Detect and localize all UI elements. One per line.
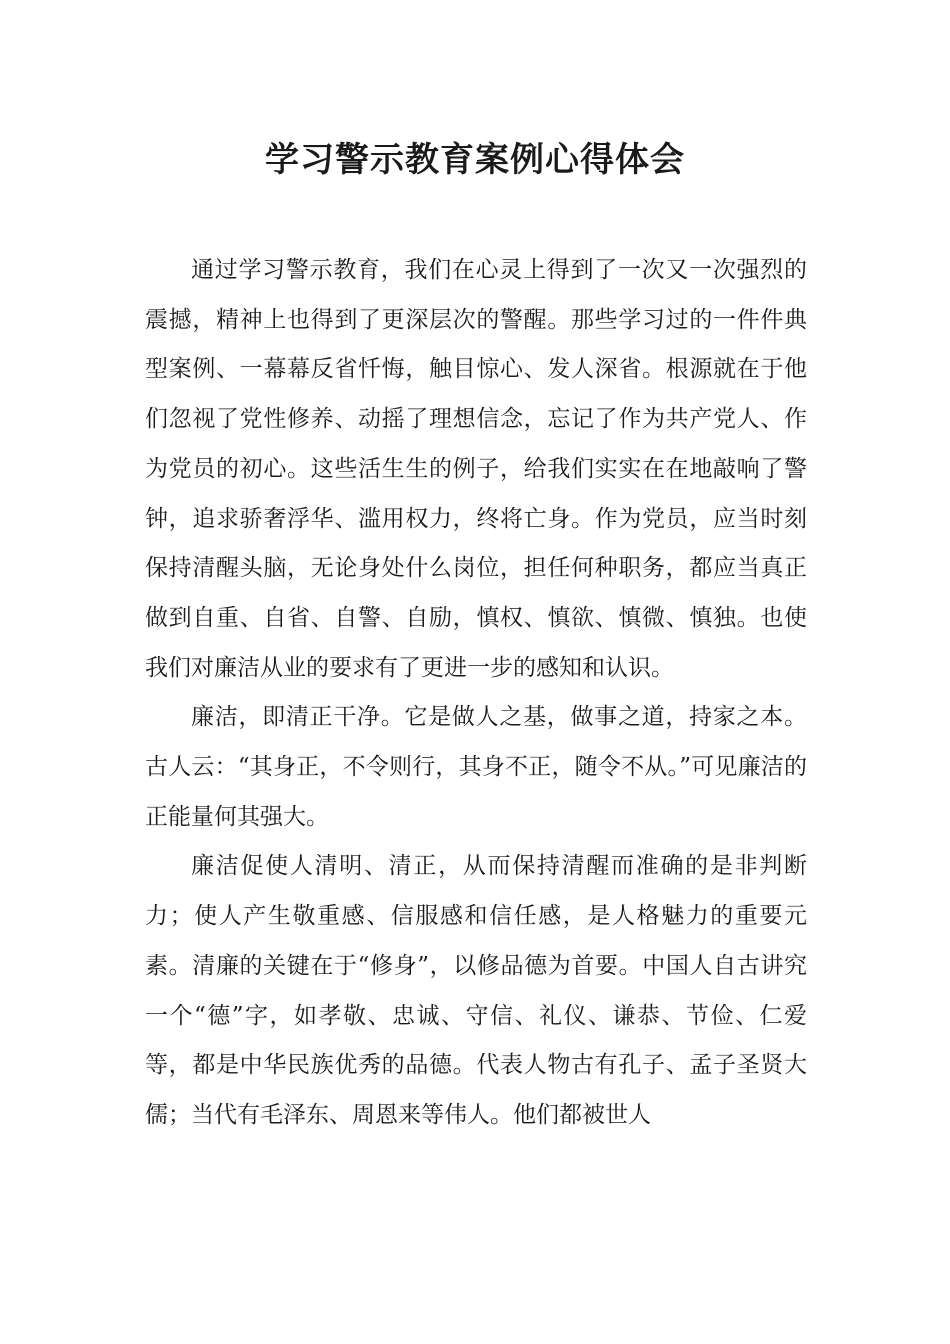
- paragraph-3: 廉洁促使人清明、清正，从而保持清醒而准确的是非判断力；使人产生敬重感、信服感和信任感，是人格魅力的重要元素。清廉的关键在于“修身”，以修品德为首要。中国人自古讲究一个“德”字，如孝敬、忠诚、守信、礼仪、谦恭、节俭、仁爱等，都是中华民族优秀的品德。代表人物古有孔子、孟子圣贤大儒；当代有毛泽东、周恩来等伟人。他们都被世人: [145, 853, 807, 1128]
- paragraph-1: 通过学习警示教育，我们在心灵上得到了一次又一次强烈的震撼，精神上也得到了更深层次的警醒。那些学习过的一件件典型案例、一幕幕反省忏悔，触目惊心、发人深省。根源就在于他们忽视了党性修养、动摇了理想信念，忘记了作为共产党人、作为党员的初心。这些活生生的例子，给我们实实在在地敲响了警钟，追求骄奢浮华、滥用权力，终将亡身。作为党员，应当时刻保持清醒头脑，无论身处什么岗位，担任何种职务，都应当真正做到自重、自省、自警、自励，慎权、慎欲、慎微、慎独。也使我们对廉洁从业的要求有了更进一步的感知和认识。: [145, 257, 807, 681]
- document-title: 学习警示教育案例心得体会: [265, 140, 685, 180]
- document-body: [145, 246, 807, 1141]
- paragraph-2: 廉洁，即清正干净。它是做人之基，做事之道，持家之本。古人云：“其身正，不令则行，其身不正，随令不从。”可见廉洁的正能量何其强大。: [145, 704, 807, 830]
